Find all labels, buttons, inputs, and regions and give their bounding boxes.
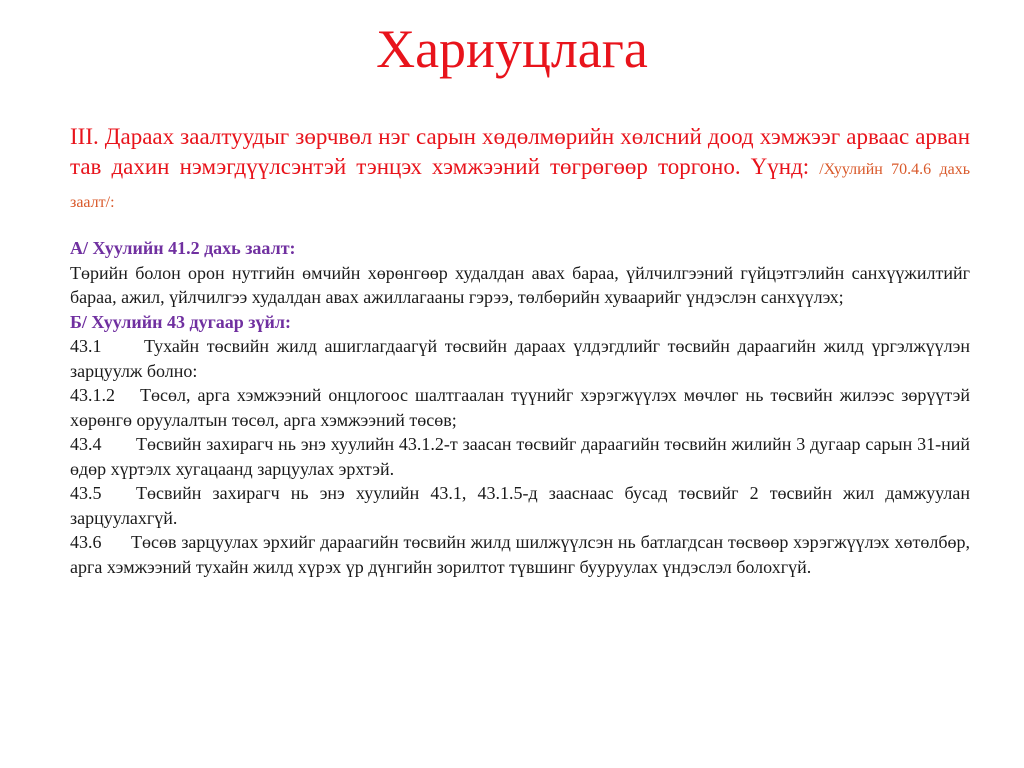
item-text: Төсвийн захирагч нь энэ хуулийн 43.1.2-т заасан төсвийг дараагийн төсвийн жилийн 3 дугаар сарын 31-ний өдөр хүртэлх хугацаанд зарцуулах эрхтэй. (70, 434, 970, 479)
section-a-heading: А/ Хуулийн 41.2 дахь заалт: (70, 238, 296, 258)
item-text: Төсөл, арга хэмжээний онцлогоос шалтгаалан түүнийг хэрэгжүүлэх мөчлөг нь төсвийн жилээс зөрүүтэй хөрөнгө оруулалтын төсөл, арга хэмжээний төсөв; (70, 385, 970, 430)
item-text: Тухайн төсвийн жилд ашиглагдаагүй төсвийн дараах үлдэгдлийг төсвийн дараагийн жилд үргэлжүүлэн зарцуулж болно: (70, 336, 970, 381)
section-a-text: Төрийн болон орон нутгийн өмчийн хөрөнгөөр худалдан авах бараа, үйлчилгээний гүйцэтгэлийн санхүүжилтийг бараа, ажил, үйлчилгээ худалдан авах ажиллагааны гэрээ, төлбөрийн хуваарийг үндэслэн санхүүлэх; (70, 262, 970, 307)
section-b-heading: Б/ Хуулийн 43 дугаар зүйл: (70, 311, 291, 332)
item-number: 43.6 (70, 532, 102, 552)
list-item (70, 383, 970, 432)
list-item (70, 530, 970, 579)
item-text: Төсвийн захирагч нь энэ хуулийн 43.1, 43.1.5-д зааснаас бусад төсвийг 2 төсвийн жил дамжуулан зарцуулахгүй. (70, 483, 970, 528)
item-number: 43.1.2 (70, 385, 115, 405)
list-item (70, 432, 970, 481)
item-number: 43.5 (70, 483, 102, 503)
list-item (70, 481, 970, 530)
list-item (70, 334, 970, 383)
intro-paragraph (70, 122, 970, 218)
slide-title: Хариуцлага (376, 19, 648, 79)
document-body (70, 236, 970, 579)
intro-reference: /Хуулийн 70.4.6 дахь заалт/: (70, 161, 971, 211)
item-number: 43.4 (70, 434, 102, 454)
item-number: 43.1 (70, 336, 102, 356)
intro-text: III. Дараах заалтуудыг зөрчвөл нэг сарын хөдөлмөрийн хөлсний доод хэмжээг арваас арван тав дахин нэмэгдүүлсэнтэй тэнцэх хэмжээний төгрөгөөр торгоно. Үүнд: (70, 124, 970, 179)
item-text: Төсөв зарцуулах эрхийг дараагийн төсвийн жилд шилжүүлсэн нь батлагдсан төсвөөр хэрэгжүүлэх хөтөлбөр, арга хэмжээний тухайн жилд хүрэх үр дүнгийн зорилтот түвшинг бууруулах үндэслэл болохгүй. (70, 532, 970, 577)
